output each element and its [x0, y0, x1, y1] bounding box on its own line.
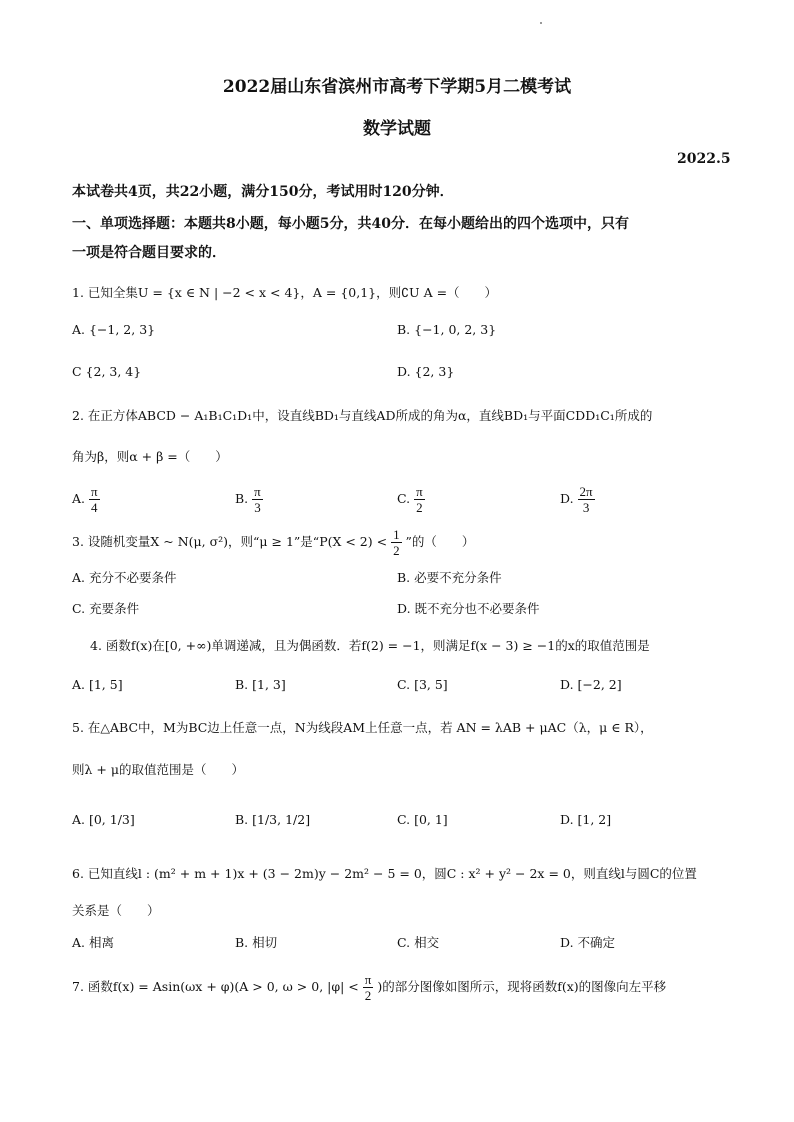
question-7-fraction: [363, 972, 374, 1003]
question-1-stem: 1. 已知全集U = {x ∈ N | −2 < x < 4}，A = {0,1}，则∁U A =（ ）: [72, 285, 498, 300]
q5-option-d: D. [1, 2]: [560, 812, 612, 827]
q2-option-a-label: A.: [72, 491, 86, 506]
q4-option-d: D. [−2, 2]: [560, 677, 622, 692]
fraction-denominator: 2: [416, 500, 423, 515]
exam-date: 2022.5: [677, 151, 731, 167]
q6-option-a: A. 相离: [72, 935, 114, 950]
fraction-numerator: π: [364, 972, 372, 987]
q1-option-c: C {2, 3, 4}: [72, 364, 142, 379]
scan-speck: [540, 22, 542, 24]
exam-subtitle: 数学试题: [363, 119, 431, 139]
q2-option-d-fraction: [578, 484, 595, 515]
q2-option-d-label: D.: [560, 491, 574, 506]
q2-option-a-fraction: [89, 484, 100, 515]
q2-option-c-label: C.: [397, 491, 411, 506]
fraction-denominator: 3: [582, 500, 590, 515]
q4-option-a: A. [1, 5]: [72, 677, 123, 692]
q2-option-b-label: B.: [235, 491, 249, 506]
q1-option-a: A. {−1, 2, 3}: [72, 322, 156, 337]
question-7-stem: [72, 972, 666, 1003]
fraction-denominator: 3: [254, 500, 261, 515]
question-5-line2: 则λ + μ的取值范围是（ ）: [72, 762, 244, 777]
q1-option-b: B. {−1, 0, 2, 3}: [397, 322, 497, 337]
q3-option-d: D. 既不充分也不必要条件: [397, 601, 540, 616]
q1-option-d: D. {2, 3}: [397, 364, 455, 379]
question-2-line2: 角为β，则α + β =（ ）: [72, 449, 228, 464]
question-7-stem-end: )的部分图像如图所示，现将函数f(x)的图像向左平移: [377, 979, 667, 994]
fraction-numerator: π: [91, 484, 98, 499]
question-3-fraction: [391, 527, 402, 558]
q3-option-b: B. 必要不充分条件: [397, 570, 502, 585]
question-6-line2: 关系是（ ）: [72, 903, 160, 918]
question-5-line1: 5. 在△ABC中，M为BC边上任意一点，N为线段AM上任意一点，若 AN = λAB + μAC（λ，μ ∈ R），: [72, 720, 653, 735]
q3-option-a: A. 充分不必要条件: [72, 570, 177, 585]
exam-title: 2022届山东省滨州市高考下学期5月二模考试: [222, 77, 572, 97]
q3-option-c: C. 充要条件: [72, 601, 140, 616]
question-3-stem-start: 3. 设随机变量X ~ N(μ, σ²)，则“μ ≥ 1”是“P(X < 2) <: [72, 534, 388, 549]
fraction-numerator: π: [416, 484, 423, 499]
exam-instructions: 本试卷共4页，共22小题，满分150分，考试用时120分钟．: [72, 184, 454, 200]
q5-option-b: B. [1/3, 1/2]: [235, 812, 311, 827]
q2-option-d: [560, 484, 595, 515]
section-heading-line2: 一项是符合题目要求的．: [72, 245, 226, 261]
fraction-denominator: 4: [91, 500, 98, 515]
q5-option-a: A. [0, 1/3]: [72, 812, 135, 827]
question-2-line1: 2. 在正方体ABCD − A₁B₁C₁D₁中，设直线BD₁与直线AD所成的角为α，直线BD₁与平面CDD₁C₁所成的: [72, 408, 653, 423]
fraction-numerator: 2π: [579, 484, 593, 499]
q6-option-d: D. 不确定: [560, 935, 616, 950]
q2-option-b: [235, 484, 263, 515]
fraction-denominator: 2: [393, 543, 400, 558]
q2-option-a: [72, 484, 100, 515]
q2-option-c-fraction: [414, 484, 425, 515]
q2-option-c: [397, 484, 425, 515]
q6-option-b: B. 相切: [235, 935, 278, 950]
fraction-numerator: 1: [393, 527, 400, 542]
q4-option-c: C. [3, 5]: [397, 677, 448, 692]
question-7-stem-start: 7. 函数f(x) = Asin(ωx + φ)(A > 0, ω > 0, |φ| <: [72, 979, 359, 994]
section-heading-line1: 一、单项选择题：本题共8小题，每小题5分，共40分．在每小题给出的四个选项中，只有: [72, 216, 629, 232]
q6-option-c: C. 相交: [397, 935, 440, 950]
fraction-numerator: π: [254, 484, 261, 499]
q5-option-c: C. [0, 1]: [397, 812, 448, 827]
question-3-stem: [72, 527, 474, 558]
question-3-stem-end: ”的（ ）: [405, 534, 475, 549]
fraction-denominator: 2: [364, 988, 372, 1003]
question-4-stem: 4. 函数f(x)在[0, +∞)单调递减，且为偶函数．若f(2) = −1，则满足f(x − 3) ≥ −1的x的取值范围是: [90, 638, 650, 653]
q4-option-b: B. [1, 3]: [235, 677, 286, 692]
question-6-line1: 6. 已知直线l : (m² + m + 1)x + (3 − 2m)y − 2m² − 5 = 0，圆C : x² + y² − 2x = 0，则直线l与圆C的位置: [72, 866, 697, 881]
q2-option-b-fraction: [252, 484, 263, 515]
